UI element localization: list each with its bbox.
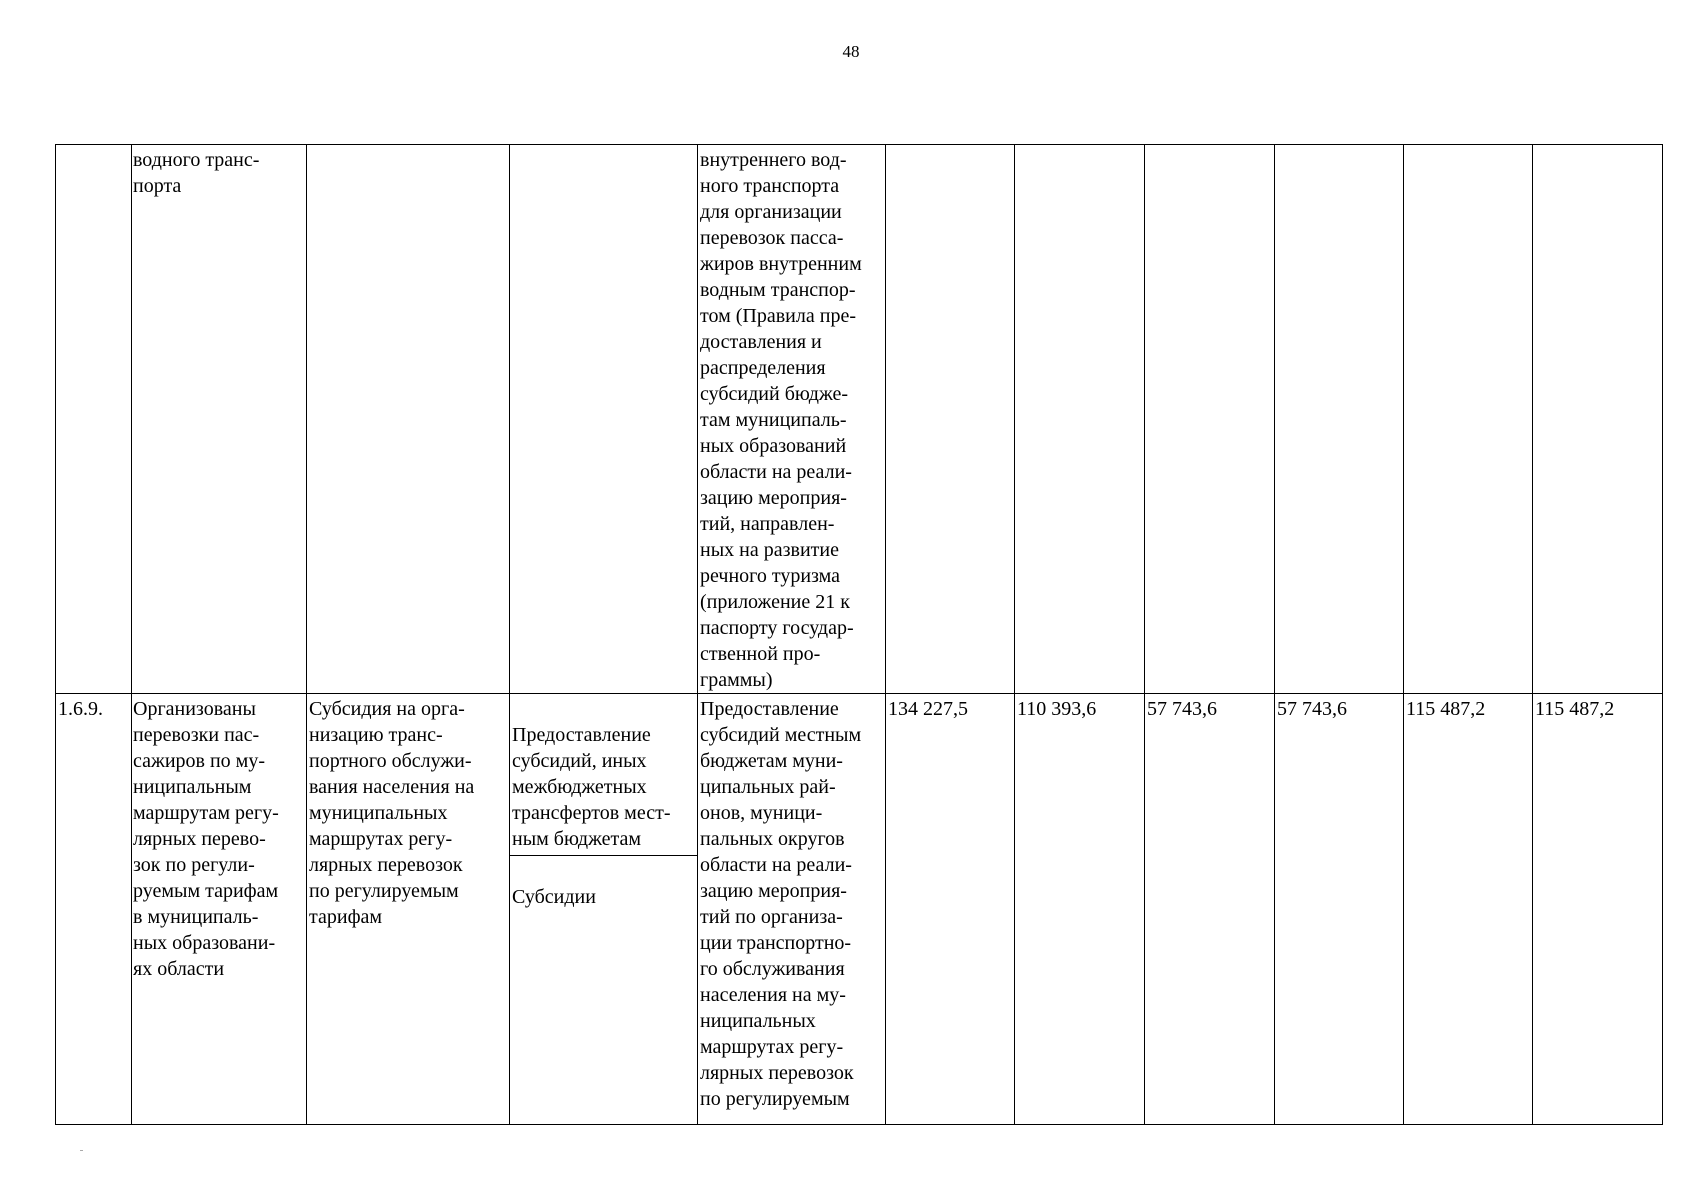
cell-value-5: 115 487,2	[1404, 694, 1533, 1125]
mechanism-type: Субсидии	[512, 886, 596, 908]
cell-description: внутреннего вод- ного транспорта для организации перевозок пасса- жиров внутренним водным транспор- том (Правила пре- доставления и распределения субсидий бюдже- там муниципаль- ных образований области на реали- зацию мероприя- тий, направлен- ных на развитие речного туризма (приложение 21 к паспорту государ- ственной про- граммы)	[698, 145, 886, 694]
cell-value-2	[1015, 145, 1145, 694]
cell-value-1	[886, 145, 1015, 694]
cell-measure: Субсидия на орга- низацию транс- портного обслужи- вания населения на муниципальных маршрутах регу- лярных перевозок по регулируемым тарифам	[307, 694, 510, 1125]
cell-value-6: 115 487,2	[1533, 694, 1663, 1125]
budget-table	[55, 144, 1663, 1125]
mechanism-text: Предоставление субсидий, иных межбюджетных трансфертов мест- ным бюджетам	[510, 720, 697, 856]
cell-measure	[307, 145, 510, 694]
cell-result: водного транс- порта	[132, 145, 307, 694]
cell-value-2: 110 393,6	[1015, 694, 1145, 1125]
cell-result: Организованы перевозки пас- сажиров по му- ниципальным маршрутам регу- лярных перево- зок по регули- руемым тарифам в муниципаль- ных образовани- ях области	[132, 694, 307, 1125]
cell-number: 1.6.9.	[56, 694, 132, 1125]
cell-description: Предоставление субсидий местным бюджетам муни- ципальных рай- онов, муници- пальных округов области на реали- зацию мероприя- тий по организа- ции транспортно- го обслуживания населения на му- ниципальных маршрутах регу- лярных перевозок по регулируемым	[698, 694, 886, 1125]
table-row-continuation	[56, 145, 1663, 694]
cell-mechanism	[510, 694, 698, 1125]
cell-value-6	[1533, 145, 1663, 694]
scan-speck	[80, 1150, 83, 1151]
cell-value-3: 57 743,6	[1145, 694, 1275, 1125]
cell-number	[56, 145, 132, 694]
cell-mechanism	[510, 145, 698, 694]
cell-value-1: 134 227,5	[886, 694, 1015, 1125]
cell-value-4: 57 743,6	[1275, 694, 1404, 1125]
page-number: 48	[842, 42, 860, 61]
table-row-1-6-9	[56, 694, 1663, 1125]
cell-value-5	[1404, 145, 1533, 694]
cell-value-3	[1145, 145, 1275, 694]
cell-value-4	[1275, 145, 1404, 694]
